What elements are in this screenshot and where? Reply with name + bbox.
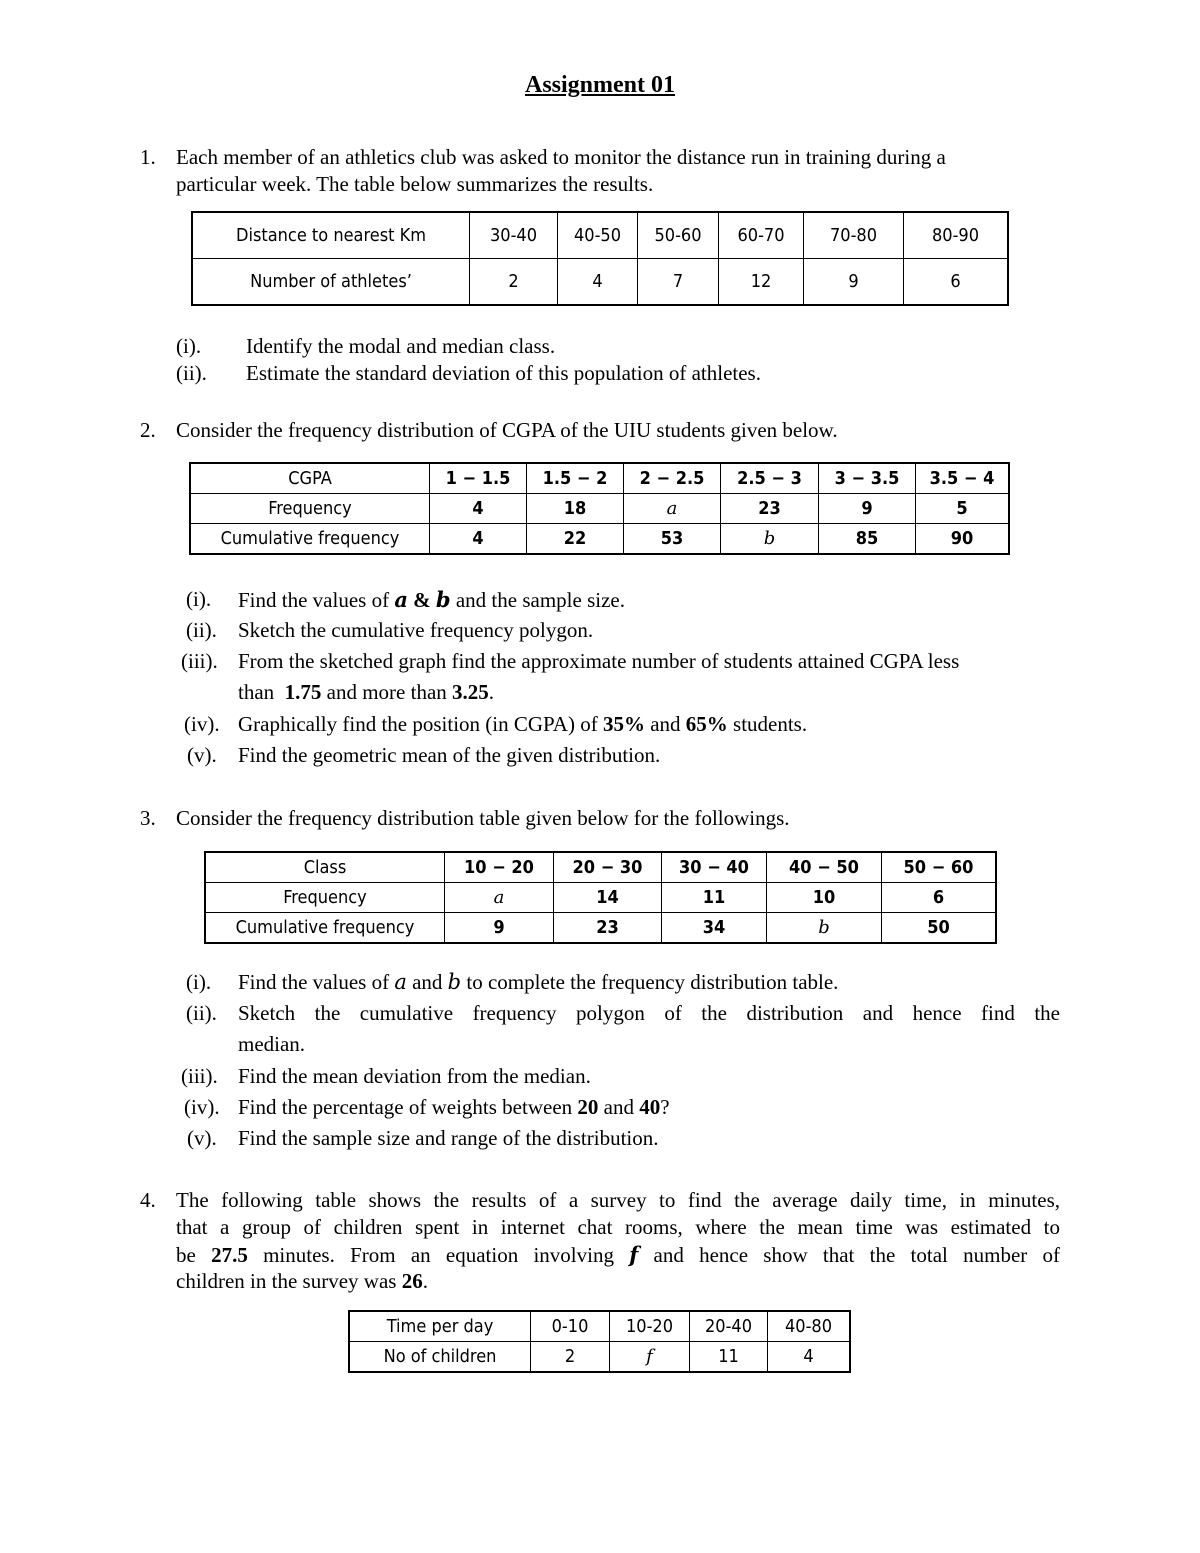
table-cell: 2 [470, 259, 558, 306]
table-cell: Number of athletes’ [192, 259, 470, 306]
table-cell: Frequency [205, 883, 445, 913]
sub-question-text: median. [238, 1032, 306, 1056]
table-row [349, 1311, 850, 1342]
sub-question-text: Sketch the cumulative frequency polygon of the distribution and hence find the [238, 1001, 1060, 1025]
table-cell: Frequency [190, 494, 430, 524]
table-row [205, 883, 996, 913]
table-cell: 2 [531, 1342, 610, 1373]
table-cell: 23 [721, 494, 819, 524]
table-row [192, 212, 1008, 259]
table-cell: 30 − 40 [662, 852, 767, 883]
table-cell: 85 [819, 524, 916, 555]
table-cell: 12 [719, 259, 804, 306]
page-title: Assignment 01 [524, 72, 675, 98]
table-cell: 50 − 60 [882, 852, 997, 883]
table-cell: 18 [527, 494, 624, 524]
table-cell: b [767, 913, 882, 944]
table-cell: 4 [430, 494, 527, 524]
table-cell: Cumulative frequency [205, 913, 445, 944]
table-cell: 30-40 [470, 212, 558, 259]
sub-question-text: Find the geometric mean of the given distribution. [238, 743, 661, 767]
question-number: 4. [140, 1188, 156, 1212]
question-text-line: be 27.5 minutes. From an equation involving f and hence show that the total number of [176, 1242, 1060, 1267]
table-cell: 3.5 − 4 [916, 463, 1010, 494]
sub-question-text: From the sketched graph find the approximate number of students attained CGPA less [238, 649, 960, 673]
sub-question-label: (iv). [184, 1095, 220, 1119]
table-cell: 9 [804, 259, 904, 306]
table-cell: 2 − 2.5 [624, 463, 721, 494]
table-cell: 6 [882, 883, 997, 913]
sub-question-label: (iv). [184, 712, 220, 736]
question-number: 1. [140, 145, 156, 169]
table-row [190, 524, 1009, 555]
table-cell: 23 [554, 913, 662, 944]
table-cell: 7 [638, 259, 719, 306]
question-text-line: The following table shows the results of a survey to find the average daily time, in minutes, [176, 1188, 1060, 1212]
table-cell: 2.5 − 3 [721, 463, 819, 494]
table-cell: 4 [558, 259, 638, 306]
sub-question-label: (ii). [176, 361, 207, 385]
distance-table [191, 211, 1009, 306]
sub-question-text: Sketch the cumulative frequency polygon. [238, 618, 594, 642]
sub-question-text: Find the percentage of weights between 20 and 40? [238, 1095, 670, 1119]
table-cell: 20 − 30 [554, 852, 662, 883]
table-cell: 4 [430, 524, 527, 555]
table-cell: 10-20 [610, 1311, 690, 1342]
table-row [190, 463, 1009, 494]
question-text: Consider the frequency distribution table given below for the followings. [176, 806, 790, 830]
cgpa-table [189, 462, 1010, 555]
table-cell: Class [205, 852, 445, 883]
table-cell: 14 [554, 883, 662, 913]
sub-question-text: Find the values of a & b and the sample size. [238, 587, 625, 612]
table-cell: 10 [767, 883, 882, 913]
question-text: Consider the frequency distribution of CGPA of the UIU students given below. [176, 418, 838, 442]
class-frequency-table [204, 851, 997, 944]
table-cell: Cumulative frequency [190, 524, 430, 555]
table-row [190, 494, 1009, 524]
table-row [192, 259, 1008, 306]
table-cell: 20-40 [690, 1311, 768, 1342]
sub-question-text: than 1.75 and more than 3.25. [238, 680, 495, 704]
table-cell: 1 − 1.5 [430, 463, 527, 494]
table-cell: b [721, 524, 819, 555]
table-cell: 53 [624, 524, 721, 555]
table-cell: 4 [768, 1342, 851, 1373]
sub-question-label: (v). [187, 1126, 217, 1150]
table-cell: 9 [445, 913, 554, 944]
table-cell: 40-80 [768, 1311, 851, 1342]
table-row [349, 1342, 850, 1373]
table-cell: 34 [662, 913, 767, 944]
table-cell: 5 [916, 494, 1010, 524]
table-cell: 40 − 50 [767, 852, 882, 883]
sub-question-label: (ii). [186, 1001, 217, 1025]
table-cell: 10 − 20 [445, 852, 554, 883]
table-cell: Time per day [349, 1311, 531, 1342]
question-text-line: particular week. The table below summarizes the results. [176, 172, 654, 196]
table-cell: 1.5 − 2 [527, 463, 624, 494]
table-cell: 9 [819, 494, 916, 524]
table-cell: 11 [662, 883, 767, 913]
table-cell: 70-80 [804, 212, 904, 259]
table-cell: No of children [349, 1342, 531, 1373]
table-cell: 22 [527, 524, 624, 555]
sub-question-label: (i). [176, 334, 202, 358]
sub-question-text: Graphically find the position (in CGPA) of 35% and 65% students. [238, 712, 808, 736]
table-cell: 0-10 [531, 1311, 610, 1342]
question-text-line: Each member of an athletics club was asked to monitor the distance run in training during a [176, 145, 946, 169]
table-cell: f [610, 1342, 690, 1373]
sub-question-label: (iii). [181, 1064, 218, 1088]
sub-question-text: Find the mean deviation from the median. [238, 1064, 591, 1088]
question-text-line: children in the survey was 26. [176, 1269, 428, 1293]
sub-question-label: (i). [186, 970, 212, 994]
table-cell: Distance to nearest Km [192, 212, 470, 259]
sub-question-text: Find the sample size and range of the distribution. [238, 1126, 659, 1150]
table-cell: 11 [690, 1342, 768, 1373]
table-cell: CGPA [190, 463, 430, 494]
sub-question-text: Estimate the standard deviation of this population of athletes. [246, 361, 761, 385]
table-row [205, 852, 996, 883]
table-cell: a [624, 494, 721, 524]
question-number: 2. [140, 418, 156, 442]
table-cell: 6 [904, 259, 1009, 306]
table-cell: 50-60 [638, 212, 719, 259]
sub-question-text: Find the values of a and b to complete the frequency distribution table. [238, 970, 839, 994]
table-cell: 50 [882, 913, 997, 944]
time-per-day-table [348, 1310, 851, 1373]
sub-question-label: (iii). [181, 649, 218, 673]
sub-question-text: Identify the modal and median class. [246, 334, 556, 358]
sub-question-label: (ii). [186, 618, 217, 642]
table-cell: 60-70 [719, 212, 804, 259]
question-text-line: that a group of children spent in internet chat rooms, where the mean time was estimated to [176, 1215, 1060, 1239]
table-cell: 3 − 3.5 [819, 463, 916, 494]
table-cell: a [445, 883, 554, 913]
table-cell: 40-50 [558, 212, 638, 259]
table-cell: 80-90 [904, 212, 1009, 259]
sub-question-label: (i). [186, 587, 212, 611]
sub-question-label: (v). [187, 743, 217, 767]
table-cell: 90 [916, 524, 1010, 555]
question-number: 3. [140, 806, 156, 830]
table-row [205, 913, 996, 944]
